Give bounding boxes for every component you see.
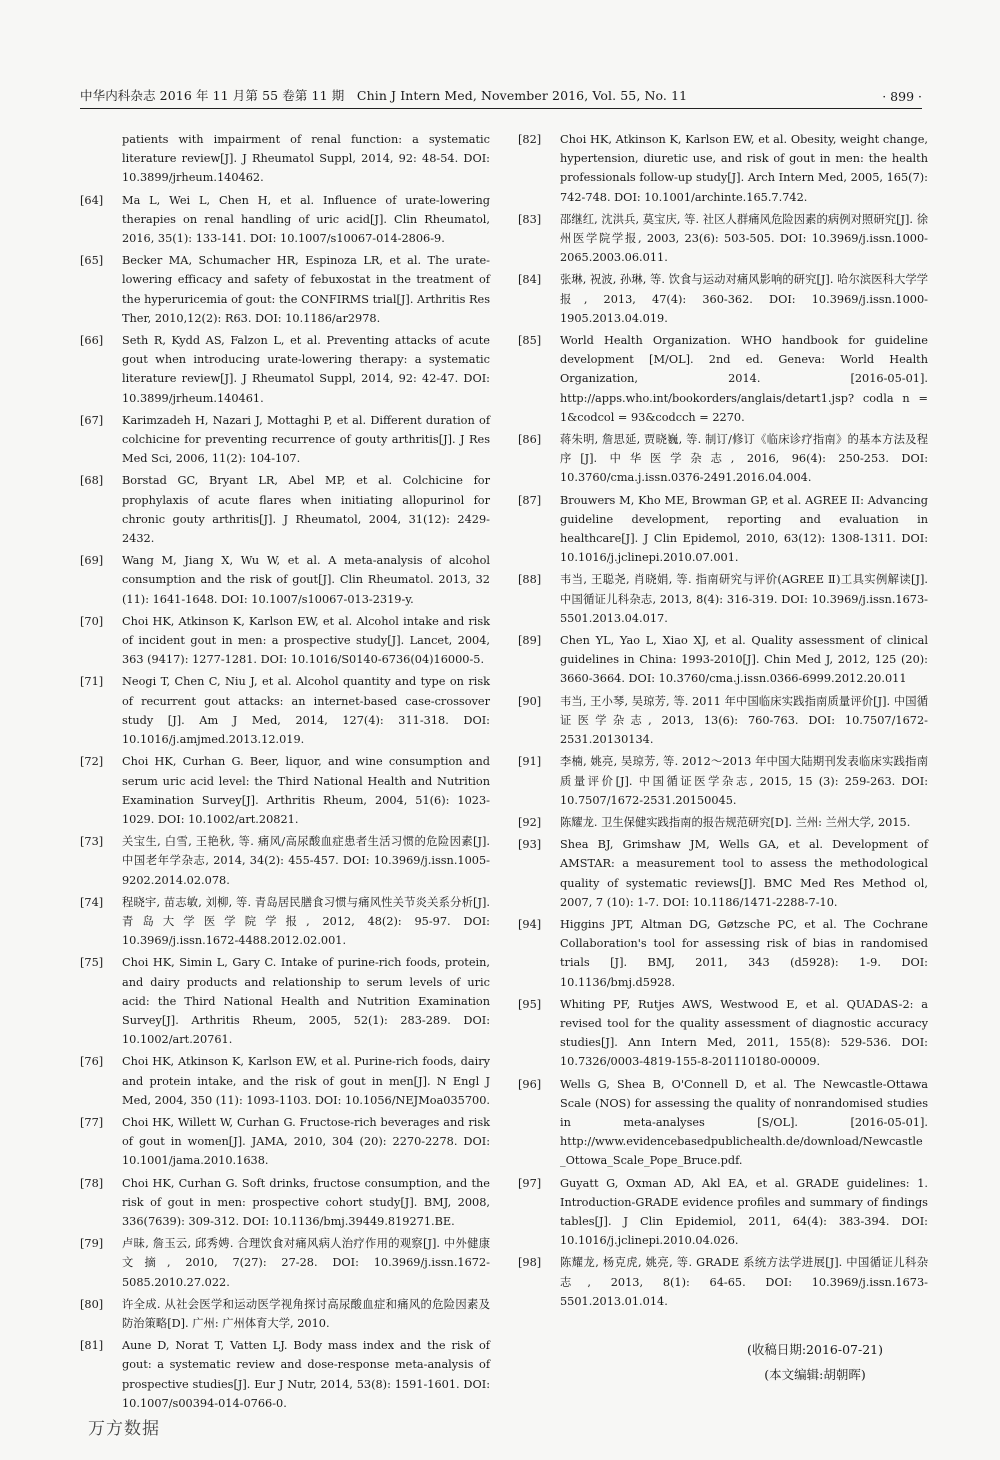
reference-number: [67]	[80, 413, 104, 427]
reference-entry	[80, 1234, 490, 1292]
reference-number: [77]	[80, 1115, 104, 1129]
reference-entry	[80, 1052, 490, 1110]
reference-number: [76]	[80, 1055, 104, 1069]
reference-number: [66]	[80, 334, 104, 348]
reference-entry	[80, 251, 490, 328]
reference-number: [69]	[80, 554, 104, 568]
reference-number: [81]	[80, 1339, 104, 1353]
reference-entry	[518, 1075, 928, 1171]
reference-list-left	[80, 191, 490, 1413]
reference-text: World Health Organization. WHO handbook for guideline development [M/OL]. 2nd ed. Geneva: World Health Organization, 2014. [2016-05-01]. http://apps.who.int/bookorders/anglais/detart1.jsp? codla n = 1&codcol = 93&codcch = 2270.	[560, 334, 928, 424]
reference-entry	[518, 835, 928, 912]
reference-entry	[80, 191, 490, 249]
reference-text: 陈耀龙. 卫生保健实践指南的报告规范研究[D]. 兰州: 兰州大学, 2015.	[560, 815, 911, 829]
reference-number: [78]	[80, 1176, 104, 1190]
reference-entry	[518, 995, 928, 1072]
reference-number: [83]	[518, 212, 542, 226]
reference-text: 关宝生, 白雪, 王艳秋, 等. 痛风/高尿酸血症患者生活习惯的危险因素[J]. 中国老年学杂志, 2014, 34(2): 455-457. DOI: 10.3969/j.issn.1005-9202.2014.02.078.	[122, 835, 490, 887]
reference-text: Ma L, Wei L, Chen H, et al. Influence of urate-lowering therapies on renal handling of uric acid[J]. Clin Rheumatol, 2016, 35(1): 133-141. DOI: 10.1007/s10067-014-2806-9.	[122, 193, 490, 246]
reference-entry	[518, 915, 928, 992]
reference-text: 李楠, 姚亮, 吴琼芳, 等. 2012～2013 年中国大陆期刊发表临床实践指南质量评价[J]. 中国循证医学杂志, 2015, 15 (3): 259-263. DOI: 10.7507/1672-2531.20150045.	[560, 755, 928, 807]
reference-text: 陈耀龙, 杨克虎, 姚亮, 等. GRADE 系统方法学进展[J]. 中国循证儿科杂志, 2013, 8(1): 64-65. DOI: 10.3969/j.issn.1673-5501.2013.01.014.	[560, 1256, 928, 1308]
reference-text: Brouwers M, Kho ME, Browman GP, et al. AGREE II: Advancing guideline development, reporting and evaluation in healthcare[J]. J Clin Epidemol, 2010, 63(12): 1308-1311. DOI: 10.1016/j.jclinepi.2010.07.001.	[560, 493, 928, 565]
reference-number: [68]	[80, 474, 104, 488]
reference-number: [98]	[518, 1256, 542, 1270]
reference-text: Karimzadeh H, Nazari J, Mottaghi P, et al. Different duration of colchicine for preventing recurrence of gouty arthritis[J]. J Res Med Sci, 2006, 11(2): 104-107.	[122, 413, 490, 466]
reference-text: Wang M, Jiang X, Wu W, et al. A meta-analysis of alcohol consumption and the risk of gout[J]. Clin Rheumatol. 2013, 32 (11): 1641-1648. DOI: 10.1007/s10067-013-2319-y.	[122, 554, 490, 606]
reference-entry	[80, 752, 490, 829]
reference-text: Borstad GC, Bryant LR, Abel MP, et al. Colchicine for prophylaxis of acute flares when initiating allopurinol for chronic gouty arthritis[J]. J Rheumatol, 2004, 31(12): 2429-2432.	[122, 474, 490, 546]
reference-entry	[518, 752, 928, 810]
reference-entry	[80, 953, 490, 1049]
reference-entry	[518, 570, 928, 628]
reference-number: [93]	[518, 838, 542, 852]
reference-entry	[80, 612, 490, 670]
editor-credit: (本文编辑:胡朝晖)	[764, 1367, 866, 1382]
page-number: · 899 ·	[882, 89, 922, 104]
reference-number: [89]	[518, 634, 542, 648]
reference-text: 韦当, 王小琴, 吴琼芳, 等. 2011 年中国临床实践指南质量评价[J]. 中国循证医学杂志, 2013, 13(6): 760-763. DOI: 10.7507/1672-2531.20130134.	[560, 694, 928, 747]
reference-continuation	[80, 130, 490, 188]
reference-entry	[518, 692, 928, 750]
reference-entry	[80, 1174, 490, 1232]
reference-entry	[80, 1336, 490, 1413]
reference-entry	[80, 1295, 490, 1333]
reference-number: [65]	[80, 254, 104, 268]
reference-number: [96]	[518, 1077, 542, 1091]
reference-number: [84]	[518, 273, 542, 287]
reference-entry	[80, 411, 490, 469]
received-date: (收稿日期:2016-07-21)	[746, 1342, 884, 1357]
reference-text: Choi HK, Willett W, Curhan G. Fructose-rich beverages and risk of gout in women[J]. JAMA, 2010, 304 (20): 2270-2278. DOI: 10.1001/jama.2010.1638.	[122, 1115, 490, 1168]
references-right-column	[518, 130, 928, 1314]
reference-number: [94]	[518, 917, 542, 931]
reference-entry	[80, 1113, 490, 1171]
reference-entry	[80, 551, 490, 609]
reference-text: Choi HK, Simin L, Gary C. Intake of purine-rich foods, protein, and dairy products and relationship to serum levels of uric acid: the Third National Health and Nutrition Examination Survey[J]. Arthritis Rheum, 2005, 52(1): 283-289. DOI: 10.1002/art.20761.	[122, 956, 490, 1047]
reference-text: Choi HK, Atkinson K, Karlson EW, et al. Alcohol intake and risk of incident gout in men: a prospective study[J]. Lancet, 2004, 363 (9417): 1277-1281. DOI: 10.1016/S0140-6736(04)16000-5.	[122, 614, 490, 667]
reference-list-right	[518, 130, 928, 1311]
article-footer	[700, 1337, 930, 1387]
reference-number: [87]	[518, 493, 542, 507]
references-left-column	[80, 130, 490, 1416]
reference-number: [80]	[80, 1297, 104, 1311]
reference-text: Choi HK, Curhan G. Soft drinks, fructose consumption, and the risk of gout in men: prospective cohort study[J]. BMJ, 2008, 336(7639): 309-312. DOI: 10.1136/bmj.39449.819271.BE.	[122, 1176, 490, 1228]
reference-number: [95]	[518, 997, 542, 1011]
reference-entry	[518, 331, 928, 427]
reference-text: Becker MA, Schumacher HR, Espinoza LR, et al. The urate-lowering efficacy and safety of febuxostat in the treatment of the hyperuricemia of gout: the CONFIRMS trial[J]. Arthritis Res Ther, 2010,12(2): R63. DOI: 10.1186/ar2978.	[122, 254, 490, 325]
reference-text: Higgins JPT, Altman DG, Gøtzsche PC, et al. The Cochrane Collaboration's tool for assessing risk of bias in randomised trials [J]. BMJ, 2011, 343 (d5928): 1-9. DOI: 10.1136/bmj.d5928.	[560, 917, 928, 989]
reference-number: [85]	[518, 334, 542, 348]
reference-number: [73]	[80, 835, 104, 849]
reference-entry	[80, 471, 490, 548]
reference-entry	[518, 430, 928, 488]
reference-text: 韦当, 王聪尧, 肖晓娟, 等. 指南研究与评价(AGREE Ⅱ)工具实例解读[J]. 中国循证儿科杂志, 2013, 8(4): 316-319. DOI: 10.3969/j.issn.1673-5501.2013.04.017.	[560, 573, 928, 625]
reference-number: [74]	[80, 895, 104, 909]
reference-entry	[80, 893, 490, 951]
reference-number: [79]	[80, 1237, 104, 1251]
reference-entry	[518, 491, 928, 568]
reference-text: Seth R, Kydd AS, Falzon L, et al. Preventing attacks of acute gout when introducing urate-lowering therapy: a systematic literature review[J]. J Rheumatol Suppl, 2014, 92: 42-47. DOI: 10.3899/jrheum.140461.	[122, 334, 490, 405]
reference-entry	[80, 331, 490, 408]
reference-text: patients with impairment of renal function: a systematic literature review[J]. J Rheumatol Suppl, 2014, 92: 48-54. DOI: 10.3899/jrheum.140462.	[122, 133, 490, 185]
reference-text: 张琳, 祝波, 孙琳, 等. 饮食与运动对痛风影响的研究[J]. 哈尔滨医科大学学报, 2013, 47(4): 360-362. DOI: 10.3969/j.issn.1000-1905.2013.04.019.	[560, 273, 928, 325]
reference-text: Aune D, Norat T, Vatten LJ. Body mass index and the risk of gout: a systematic review and dose-response meta-analysis of prospective studies[J]. Eur J Nutr, 2014, 53(8): 1591-1601. DOI: 10.1007/s00394-014-0766-0.	[122, 1339, 490, 1410]
reference-entry	[518, 210, 928, 268]
reference-entry	[518, 270, 928, 328]
journal-citation-line: 中华内科杂志 2016 年 11 月第 55 卷第 11 期 Chin J Intern Med, November 2016, Vol. 55, No. 11	[80, 88, 688, 103]
reference-number: [72]	[80, 755, 104, 769]
reference-number: [90]	[518, 694, 542, 708]
reference-number: [71]	[80, 675, 104, 689]
reference-text: 邵继红, 沈洪兵, 莫宝庆, 等. 社区人群痛风危险因素的病例对照研究[J]. 徐州医学院学报, 2003, 23(6): 503-505. DOI: 10.3969/j.issn.1000-2065.2003.06.011.	[560, 212, 928, 265]
reference-entry	[80, 672, 490, 749]
reference-text: Shea BJ, Grimshaw JM, Wells GA, et al. Development of AMSTAR: a measurement tool to assess the methodological quality of systematic reviews[J]. BMC Med Res Method ol, 2007, 7 (10): 1-7. DOI: 10.1186/1471-2288-7-10.	[560, 838, 928, 909]
reference-entry	[518, 1174, 928, 1251]
reference-number: [97]	[518, 1176, 542, 1190]
reference-text: Neogi T, Chen C, Niu J, et al. Alcohol quantity and type on risk of recurrent gout attacks: an internet-based case-crossover study [J]. Am J Med, 2014, 127(4): 311-318. DOI: 10.1016/j.amjmed.2013.12.019.	[122, 675, 490, 747]
reference-number: [88]	[518, 573, 542, 587]
reference-entry	[518, 1253, 928, 1311]
reference-number: [86]	[518, 433, 542, 447]
reference-text: 许全成. 从社会医学和运动医学视角探讨高尿酸血症和痛风的危险因素及防治策略[D]. 广州: 广州体育大学, 2010.	[122, 1297, 490, 1330]
reference-text: 蒋朱明, 詹思延, 贾晓巍, 等. 制订/修订《临床诊疗指南》的基本方法及程序[J]. 中华医学杂志, 2016, 96(4): 250-253. DOI: 10.3760/cma.j.issn.0376-2491.2016.04.004.	[560, 433, 928, 485]
reference-entry	[80, 832, 490, 890]
reference-number: [64]	[80, 193, 104, 207]
reference-entry	[518, 130, 928, 207]
reference-text: Wells G, Shea B, O'Connell D, et al. The Newcastle-Ottawa Scale (NOS) for assessing the quality of nonrandomised studies in meta-analyses [S/OL]. [2016-05-01]. http://www.evidencebasedpublichealth.de/download/Newcastle_Ottowa_Scale_Pope_Bruce.pdf.	[560, 1077, 928, 1168]
reference-entry	[518, 813, 928, 832]
reference-text: Choi HK, Curhan G. Beer, liquor, and wine consumption and serum uric acid level: the Third National Health and Nutrition Examination Survey[J]. Arthritis Rheum, 2004, 51(6): 1023-1029. DOI: 10.1002/art.20821.	[122, 755, 490, 826]
wanfang-watermark: 万方数据	[88, 1419, 160, 1439]
running-header	[80, 86, 922, 109]
reference-text: Chen YL, Yao L, Xiao XJ, et al. Quality assessment of clinical guidelines in China: 1993-2010[J]. Chin Med J, 2012, 125 (20): 3660-3664. DOI: 10.3760/cma.j.issn.0366-6999.2012.20.011	[560, 634, 928, 686]
reference-number: [70]	[80, 614, 104, 628]
reference-number: [92]	[518, 815, 542, 829]
reference-text: Guyatt G, Oxman AD, Akl EA, et al. GRADE guidelines: 1. Introduction-GRADE evidence profiles and summary of findings tables[J]. J Clin Epidemiol, 2011, 64(4): 383-394. DOI: 10.1016/j.jclinepi.2010.04.026.	[560, 1176, 928, 1248]
reference-text: Choi HK, Atkinson K, Karlson EW, et al. Purine-rich foods, dairy and protein intake, and the risk of gout in men[J]. N Engl J Med, 2004, 350 (11): 1093-1103. DOI: 10.1056/NEJMoa035700.	[122, 1055, 491, 1107]
reference-number: [91]	[518, 755, 542, 769]
reference-text: Whiting PF, Rutjes AWS, Westwood E, et al. QUADAS-2: a revised tool for the quality assessment of diagnostic accuracy studies[J]. Ann Intern Med, 2011, 155(8): 529-536. DOI: 10.7326/0003-4819-155-8-201110180-00009.	[560, 997, 928, 1069]
reference-number: [82]	[518, 133, 542, 146]
reference-text: 卢昧, 詹玉云, 邱秀娉. 合理饮食对痛风病人治疗作用的观察[J]. 中外健康文摘, 2010, 7(27): 27-28. DOI: 10.3969/j.issn.1672-5085.2010.27.022.	[122, 1237, 490, 1289]
reference-text: 程晓宇, 苗志敏, 刘柳, 等. 青岛居民膳食习惯与痛风性关节炎关系分析[J]. 青岛大学医学院学报, 2012, 48(2): 95-97. DOI: 10.3969/j.issn.1672-4488.2012.02.001.	[122, 895, 490, 948]
reference-text: Choi HK, Atkinson K, Karlson EW, et al. Obesity, weight change, hypertension, diuretic use, and risk of gout in men: the health professionals follow-up study[J]. Arch Intern Med, 2005, 165(7): 742-748. DOI: 10.1001/archinte.165.7.742.	[560, 133, 928, 204]
reference-entry	[518, 631, 928, 689]
reference-number: [75]	[80, 956, 104, 970]
